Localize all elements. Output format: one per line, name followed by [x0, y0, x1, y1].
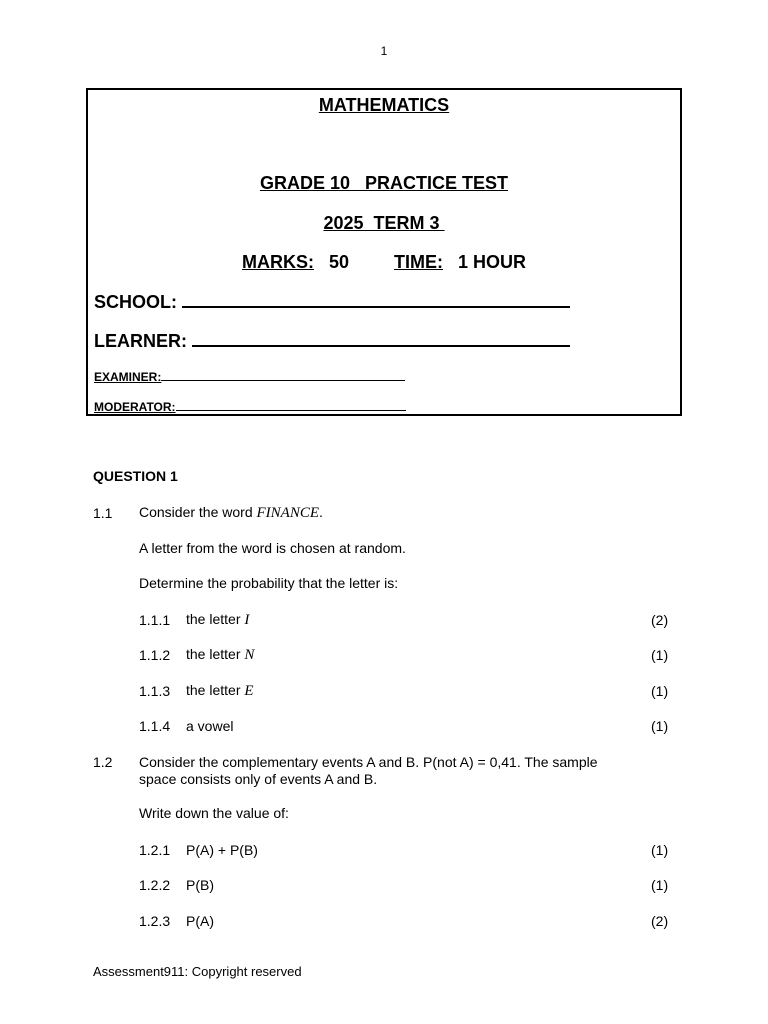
q1-2-2-number: 1.2.2: [139, 877, 171, 893]
q1-1-1-text: [186, 611, 249, 629]
q1-2-line2: Write down the value of:: [139, 805, 289, 821]
q1-2-2-text: P(B): [186, 877, 214, 893]
time-value: 1 HOUR: [458, 252, 527, 272]
page-number: 1: [380, 44, 388, 58]
q1-1-2-math: N: [244, 647, 255, 663]
test-type-text: PRACTICE TEST: [365, 173, 509, 193]
q1-1-1-number: 1.1.1: [139, 612, 171, 628]
q1-1-3-number: 1.1.3: [139, 683, 171, 699]
footer-copyright: Assessment911: Copyright reserved: [93, 964, 302, 979]
q1-1-4-text: a vowel: [186, 718, 234, 734]
q1-1-text-pre: Consider the word: [139, 504, 257, 520]
q1-1-2-label: the letter: [186, 646, 245, 662]
q1-1-line3: Determine the probability that the letter is:: [139, 575, 399, 591]
q1-1-4-mark: (1): [651, 718, 669, 734]
q1-2-2-mark: (1): [651, 877, 669, 893]
q1-1-3-math: E: [244, 683, 254, 699]
subject-title: MATHEMATICS: [318, 95, 450, 115]
term-text: TERM 3: [373, 213, 440, 233]
learner-label: LEARNER:: [94, 331, 187, 351]
q1-1-4-number: 1.1.4: [139, 718, 171, 734]
cover-box: [86, 88, 682, 416]
q1-1-text: [139, 504, 323, 522]
q1-1-text-post: .: [319, 504, 323, 520]
examiner-blank[interactable]: [161, 379, 405, 381]
learner-field[interactable]: [94, 331, 570, 352]
marks-time-line: [88, 252, 680, 273]
q1-1-1-label: the letter: [186, 611, 245, 627]
school-field[interactable]: [94, 292, 570, 313]
moderator-label: MODERATOR:: [94, 400, 176, 414]
q1-2-1-number: 1.2.1: [139, 842, 171, 858]
grade-text: GRADE 10: [259, 173, 350, 193]
marks-label: MARKS:: [241, 252, 314, 272]
time-label: TIME:: [394, 252, 444, 272]
q1-1-2-number: 1.1.2: [139, 647, 171, 663]
grade-line: [88, 173, 680, 194]
q1-1-1-math: I: [244, 612, 250, 628]
q1-2-3-number: 1.2.3: [139, 913, 171, 929]
examiner-field[interactable]: [94, 370, 405, 384]
q1-1-3-mark: (1): [651, 683, 669, 699]
examiner-label: EXAMINER:: [94, 370, 162, 384]
moderator-blank[interactable]: [176, 409, 406, 411]
q1-2-3-text: P(A): [186, 913, 214, 929]
q1-1-number: 1.1: [93, 505, 113, 521]
moderator-field[interactable]: [94, 400, 406, 414]
q1-1-3-text: [186, 682, 254, 700]
q1-1-1-mark: (2): [651, 612, 669, 628]
school-blank[interactable]: [182, 305, 570, 308]
term-line: [88, 213, 680, 234]
q1-2-3-mark: (2): [651, 913, 669, 929]
q1-2-1-text: P(A) + P(B): [186, 842, 258, 858]
q1-1-3-label: the letter: [186, 682, 245, 698]
finance-word: FINANCE: [256, 505, 320, 521]
school-label: SCHOOL:: [94, 292, 177, 312]
q1-1-2-mark: (1): [651, 647, 669, 663]
learner-blank[interactable]: [192, 344, 570, 347]
q1-2-1-mark: (1): [651, 842, 669, 858]
q1-2-text: Consider the complementary events A and B. P(not A) = 0,41. The sample space consists only of events A and B.: [139, 754, 598, 787]
q1-1-2-text: [186, 646, 254, 664]
question-1-heading: QUESTION 1: [93, 468, 178, 484]
q1-2-number: 1.2: [93, 754, 113, 770]
year-text: 2025: [323, 213, 364, 233]
marks-value: 50: [328, 252, 349, 272]
q1-1-line2: A letter from the word is chosen at random.: [139, 540, 406, 556]
